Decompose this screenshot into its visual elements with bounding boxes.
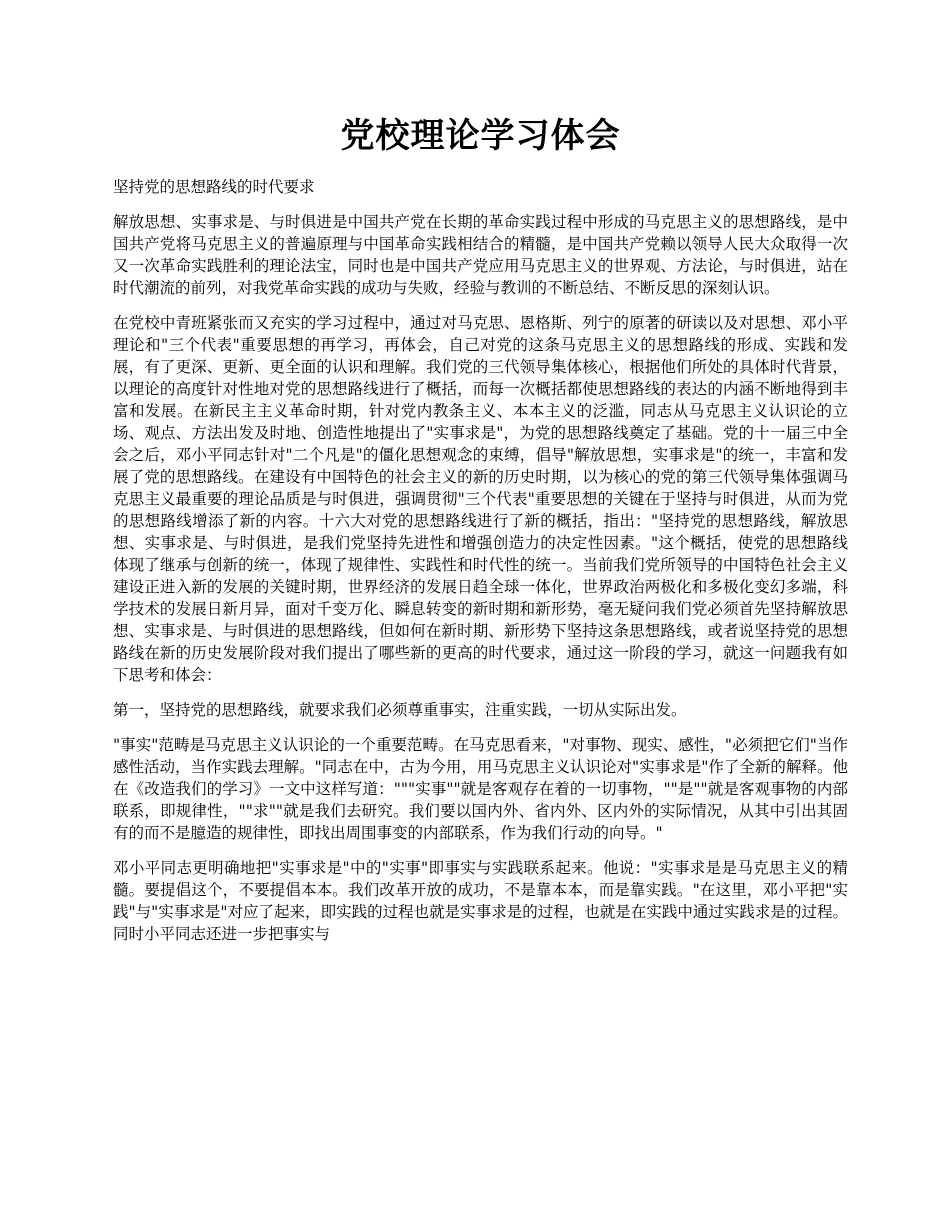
document-subtitle: 坚持党的思想路线的时代要求 xyxy=(113,178,315,196)
paragraph-2: 在党校中青班紧张而又充实的学习过程中，通过对马克思、恩格斯、列宁的原著的研读以及对思想、邓小平理论和"三个代表"重要思想的再学习，再体会，自己对党的这条马克思主义的思想路线的形成、实践和发展，有了更深、更新、更全面的认识和理解。我们党的三代领导集体核心，根据他们所处的具体时代背景，以理论的高度针对性地对党的思想路线进行了概括，而每一次概括都使思想路线的表达的内涵不断地得到丰富和发展。在新民主主义革命时期，针对党内教条主义、本本主义的泛滥，同志从马克思主义认识论的立场、观点、方法出发及时地、创造性地提出了"实事求是"，为党的思想路线奠定了基础。党的十一届三中全会之后，邓小平同志针对"二个凡是"的僵化思想观念的束缚，倡导"解放思想，实事求是"的统一，丰富和发展了党的思想路线。在建设有中国特色的社会主义的新的历史时期，以为核心的党的第三代领导集体强调马克思主义最重要的理论品质是与时俱进，强调贯彻"三个代表"重要思想的关键在于坚持与时俱进，从而为党的思想路线增添了新的内容。十六大对党的思想路线进行了新的概括，指出："坚持党的思想路线，解放思想、实事求是、与时俱进，是我们党坚持先进性和增强创造力的决定性因素。"这个概括，使党的思想路线体现了继承与创新的统一，体现了规律性、实践性和时代性的统一。当前我们党所领导的中国特色社会主义建设正进入新的发展的关键时期，世界经济的发展日趋全球一体化，世界政治两极化和多极化变幻多端，科学技术的发展日新月异，面对千变万化、瞬息转变的新时期和新形势，毫无疑问我们党必须首先坚持解放思想、实事求是、与时俱进的思想路线，但如何在新时期、新形势下坚持这条思想路线，或者说坚持党的思想路线在新的历史发展阶段对我们提出了哪些新的更高的时代要求，通过这一阶段的学习，就这一问题我有如下思考和体会： xyxy=(113,314,848,684)
document-page xyxy=(113,112,848,958)
paragraph-5: 邓小平同志更明确地把"实事求是"中的"实事"即事实与实践联系起来。他说："实事求是是马克思主义的精髓。要提倡这个，不要提倡本本。我们改革开放的成功，不是靠本本，而是靠实践。"在这里，邓小平把"实践"与"实事求是"对应了起来，即实践的过程也就是实事求是的过程，也就是在实践中通过实践求是的过程。同时小平同志还进一步把事实与 xyxy=(113,859,848,943)
paragraph-3: 第一，坚持党的思想路线，就要求我们必须尊重事实，注重实践，一切从实际出发。 xyxy=(113,701,687,719)
page-title: 党校理论学习体会 xyxy=(340,116,621,156)
paragraph-4: "事实"范畴是马克思主义认识论的一个重要范畴。在马克思看来，"对事物、现实、感性，"必须把它们"当作感性活动，当作实践去理解。"同志在中，古为今用，用马克思主义认识论对"实事求是"作了全新的解释。他在《改造我们的学习》一文中这样写道："""实事""就是客观存在着的一切事物，""是""就是客观事物的内部联系，即规律性，""求""就是我们去研究。我们要以国内外、省内外、区内外的实际情况，从其中引出其固有的而不是臆造的规律性，即找出周围事变的内部联系，作为我们行动的向导。" xyxy=(113,736,848,842)
paragraph-1: 解放思想、实事求是、与时俱进是中国共产党在长期的革命实践过程中形成的马克思主义的思想路线，是中国共产党将马克思主义的普遍原理与中国革命实践相结合的精髓，是中国共产党赖以领导人民大众取得一次又一次革命实践胜利的理论法宝，同时也是中国共产党应用马克思主义的世界观、方法论，与时俱进，站在时代潮流的前列，对我党革命实践的成功与失败，经验与教训的不断总结、不断反思的深刻认识。 xyxy=(113,213,848,297)
